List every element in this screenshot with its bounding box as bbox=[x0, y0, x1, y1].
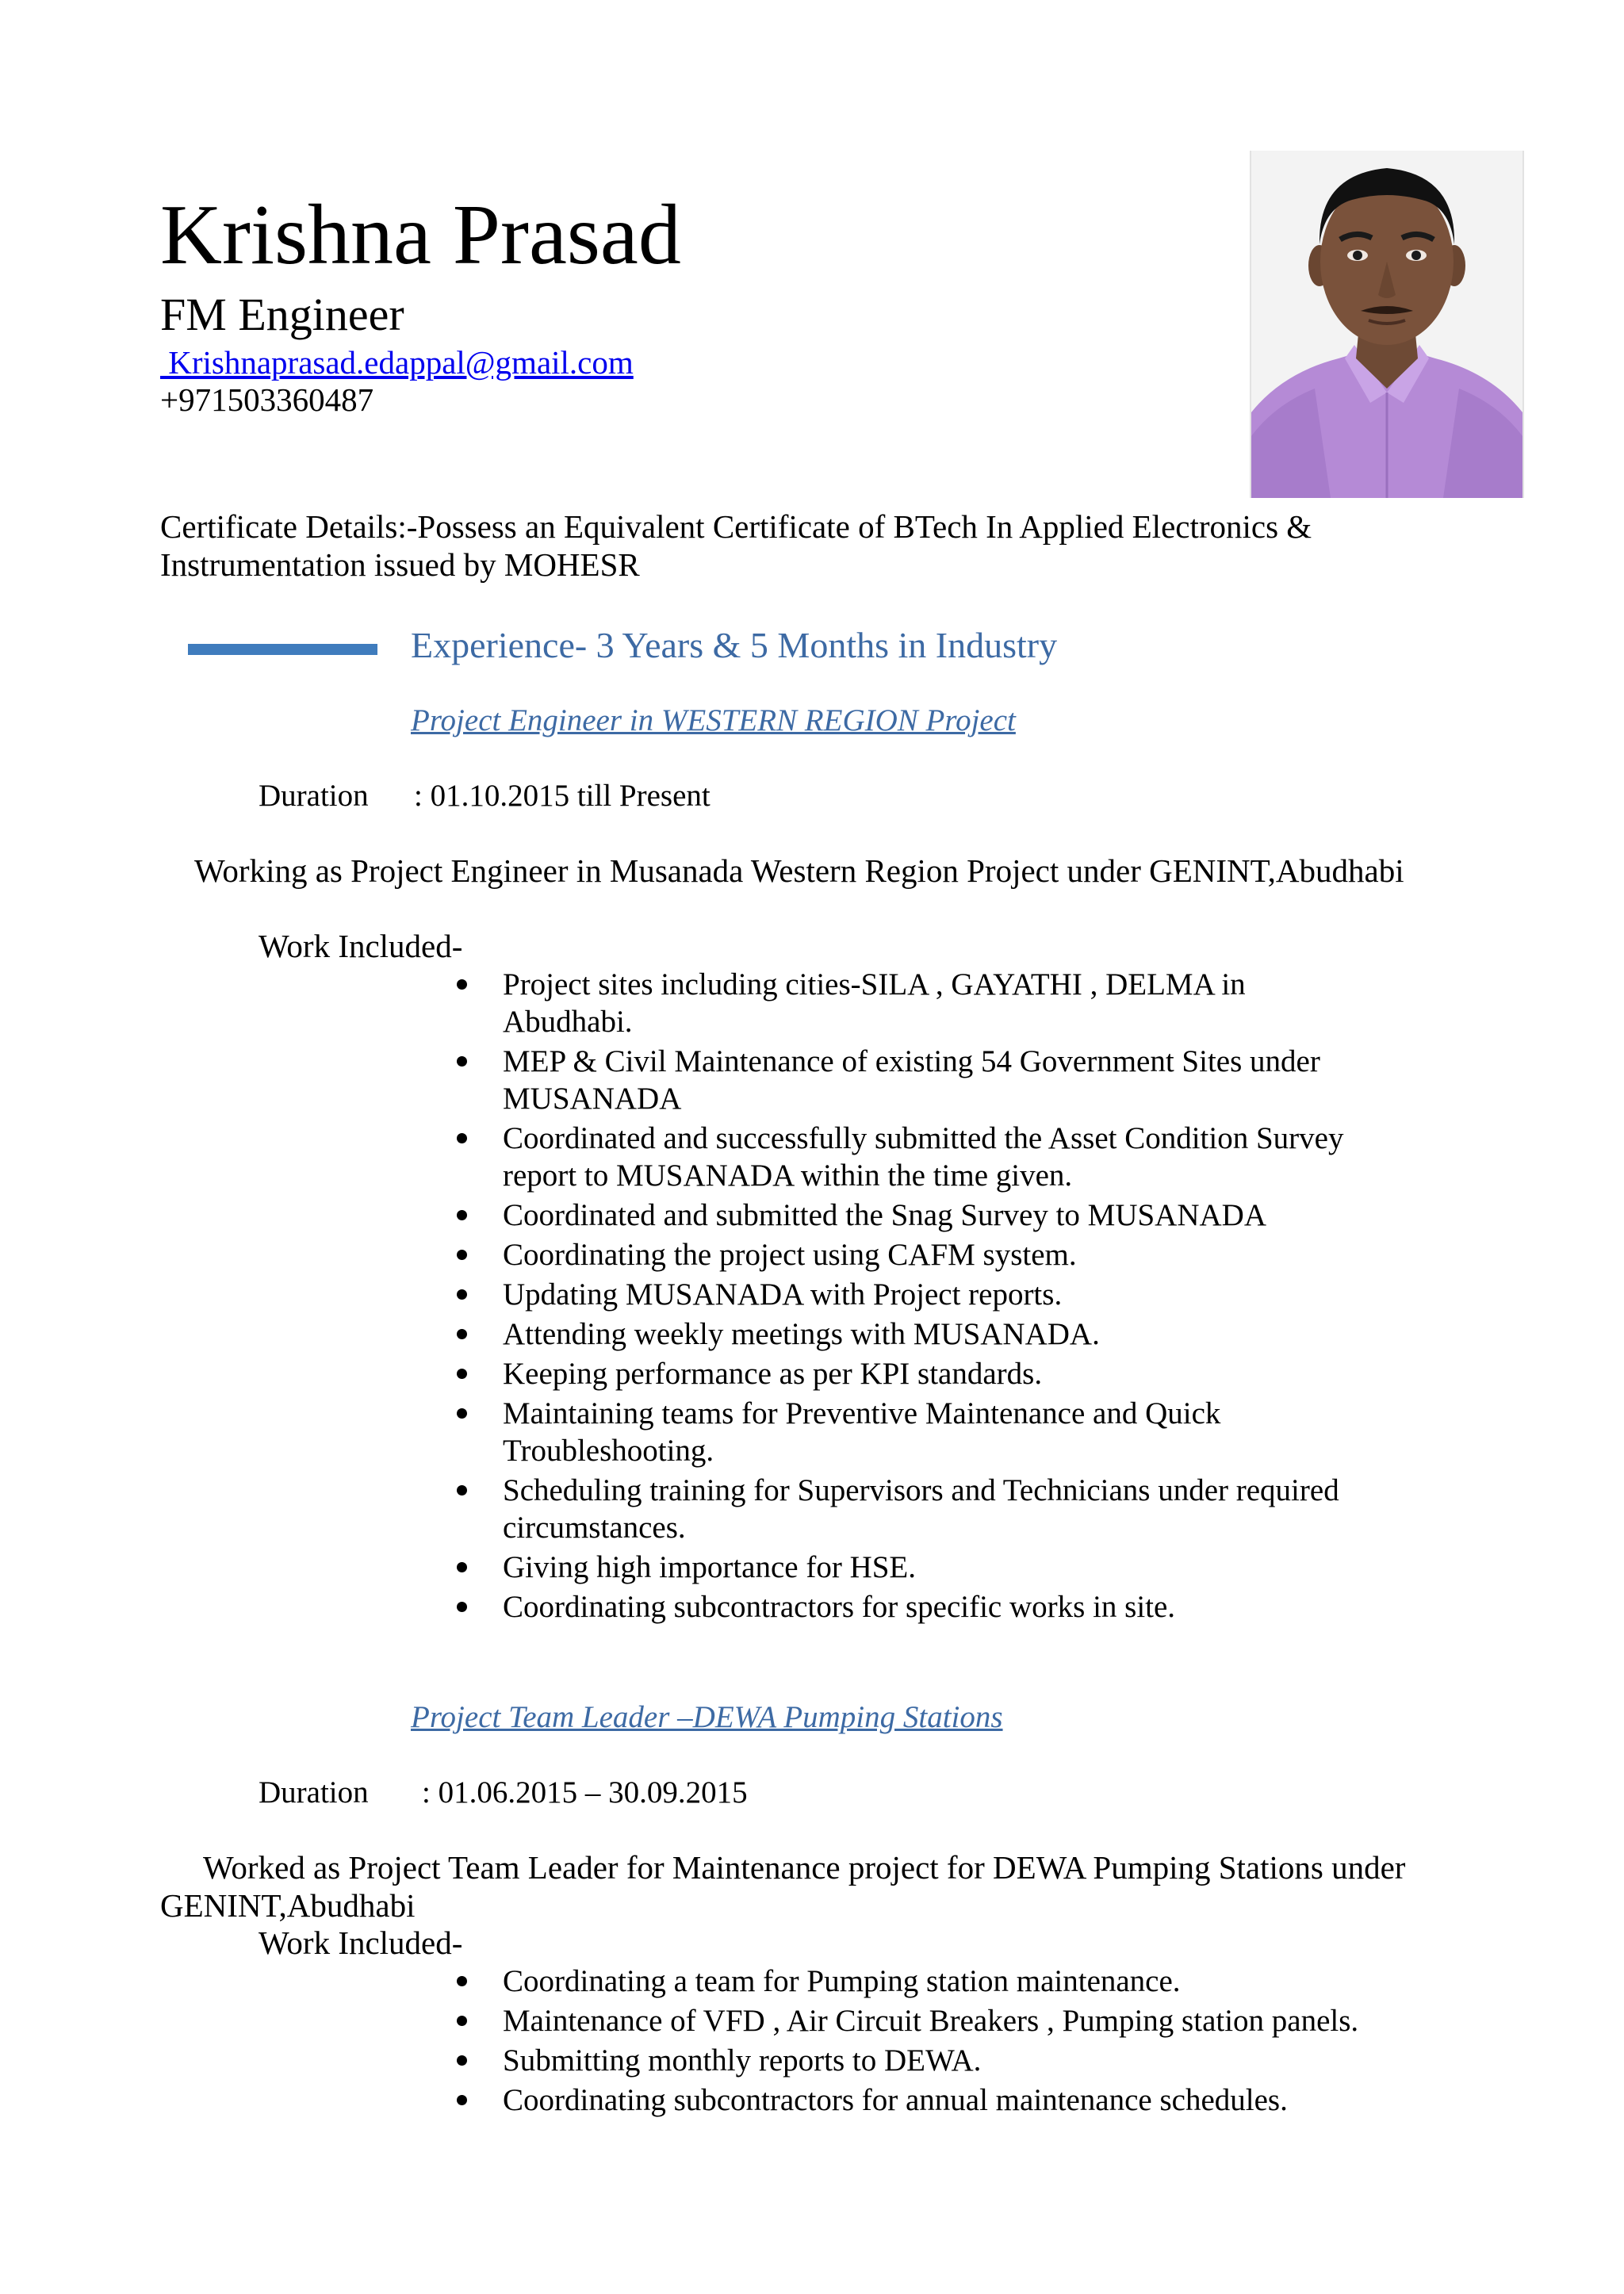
bullet-icon bbox=[457, 1602, 467, 1612]
job-1-duration-value: : 01.10.2015 till Present bbox=[414, 779, 710, 813]
list-item-text: Updating MUSANADA with Project reports. bbox=[503, 1277, 1063, 1312]
list-item-text: Submitting monthly reports to DEWA. bbox=[503, 2043, 982, 2078]
list-item bbox=[454, 1395, 1446, 1469]
email-link[interactable]: Krishnaprasad.edappal@gmail.com bbox=[160, 344, 634, 381]
list-item bbox=[454, 1472, 1446, 1546]
list-item-text: Coordinated and successfully submitted the Asset Condition Survey bbox=[503, 1121, 1344, 1155]
profile-photo bbox=[1250, 151, 1524, 498]
list-item-text: Scheduling training for Supervisors and Technicians under required bbox=[503, 1473, 1339, 1507]
list-item-text: Abudhabi. bbox=[503, 1005, 633, 1039]
experience-heading: Experience- 3 Years & 5 Months in Industry bbox=[411, 625, 1058, 665]
job-2-duration-label: Duration bbox=[259, 1775, 369, 1810]
bullet-icon bbox=[457, 2055, 467, 2066]
list-item-text: Coordinating subcontractors for specific works in site. bbox=[503, 1590, 1176, 1624]
list-item bbox=[454, 1355, 1446, 1392]
list-item bbox=[454, 1963, 1446, 2000]
list-item-text: Keeping performance as per KPI standards. bbox=[503, 1357, 1043, 1391]
certificate-details-line-2: Instrumentation issued by MOHESR bbox=[160, 546, 640, 583]
job-1-description: Working as Project Engineer in Musanada Western Region Project under GENINT,Abudhabi bbox=[194, 852, 1404, 889]
job-2-description-line-2: GENINT,Abudhabi bbox=[160, 1887, 416, 1924]
list-item bbox=[454, 1236, 1446, 1273]
job-2-duration-value: : 01.06.2015 – 30.09.2015 bbox=[422, 1775, 748, 1810]
list-item-text: circumstances. bbox=[503, 1511, 686, 1545]
list-item-text: Attending weekly meetings with MUSANADA. bbox=[503, 1317, 1100, 1351]
job-1-bullet-list bbox=[454, 966, 1446, 1628]
bullet-icon bbox=[457, 1369, 467, 1379]
list-item-text: Coordinating a team for Pumping station maintenance. bbox=[503, 1964, 1181, 1998]
list-item-text: Giving high importance for HSE. bbox=[503, 1550, 916, 1584]
list-item bbox=[454, 1549, 1446, 1586]
list-item bbox=[454, 1120, 1446, 1194]
bullet-icon bbox=[457, 1976, 467, 1986]
list-item bbox=[454, 2042, 1446, 2079]
bullet-icon bbox=[457, 1329, 467, 1339]
bullet-icon bbox=[457, 1133, 467, 1143]
list-item-text: report to MUSANADA within the time given. bbox=[503, 1158, 1073, 1193]
bullet-icon bbox=[457, 2095, 467, 2105]
job-2-work-included-label: Work Included- bbox=[259, 1924, 463, 1961]
list-item bbox=[454, 2002, 1446, 2039]
job-2-bullet-list bbox=[454, 1963, 1446, 2121]
bullet-icon bbox=[457, 1562, 467, 1572]
list-item-text: Project sites including cities-SILA , GAYATHI , DELMA in bbox=[503, 967, 1246, 1001]
list-item bbox=[454, 2081, 1446, 2119]
list-item-text: Troubleshooting. bbox=[503, 1434, 714, 1468]
bullet-icon bbox=[457, 1485, 467, 1496]
bullet-icon bbox=[457, 1250, 467, 1260]
bullet-icon bbox=[457, 979, 467, 990]
job-1-duration-label: Duration bbox=[259, 779, 369, 813]
list-item bbox=[454, 1316, 1446, 1353]
list-item bbox=[454, 1276, 1446, 1313]
list-item-text: Maintenance of VFD , Air Circuit Breakers , Pumping station panels. bbox=[503, 2004, 1359, 2038]
list-item bbox=[454, 1197, 1446, 1234]
certificate-details-line-1: Certificate Details:-Possess an Equivalent Certificate of BTech In Applied Electronics & bbox=[160, 508, 1312, 545]
candidate-job-title: FM Engineer bbox=[160, 289, 404, 340]
list-item bbox=[454, 1588, 1446, 1626]
job-1-title: Project Engineer in WESTERN REGION Project bbox=[411, 703, 1016, 737]
candidate-name: Krishna Prasad bbox=[160, 188, 681, 282]
list-item-text: MUSANADA bbox=[503, 1082, 682, 1116]
list-item-text: Maintaining teams for Preventive Maintenance and Quick bbox=[503, 1396, 1221, 1430]
list-item bbox=[454, 1043, 1446, 1117]
bullet-icon bbox=[457, 1289, 467, 1300]
job-1-work-included-label: Work Included- bbox=[259, 928, 463, 964]
bullet-icon bbox=[457, 1210, 467, 1220]
list-item-text: Coordinating subcontractors for annual maintenance schedules. bbox=[503, 2083, 1288, 2117]
phone-number: +971503360487 bbox=[160, 381, 374, 418]
bullet-icon bbox=[457, 2016, 467, 2026]
list-item bbox=[454, 966, 1446, 1040]
list-item-text: Coordinated and submitted the Snag Survey to MUSANADA bbox=[503, 1198, 1267, 1232]
job-2-title: Project Team Leader –DEWA Pumping Stations bbox=[411, 1700, 1003, 1734]
bullet-icon bbox=[457, 1408, 467, 1419]
job-2-description-line-1: Worked as Project Team Leader for Maintenance project for DEWA Pumping Stations under bbox=[203, 1849, 1406, 1886]
list-item-text: Coordinating the project using CAFM system. bbox=[503, 1238, 1077, 1272]
bullet-icon bbox=[457, 1056, 467, 1067]
list-item-text: MEP & Civil Maintenance of existing 54 Government Sites under bbox=[503, 1044, 1320, 1078]
section-accent-bar bbox=[188, 644, 377, 655]
